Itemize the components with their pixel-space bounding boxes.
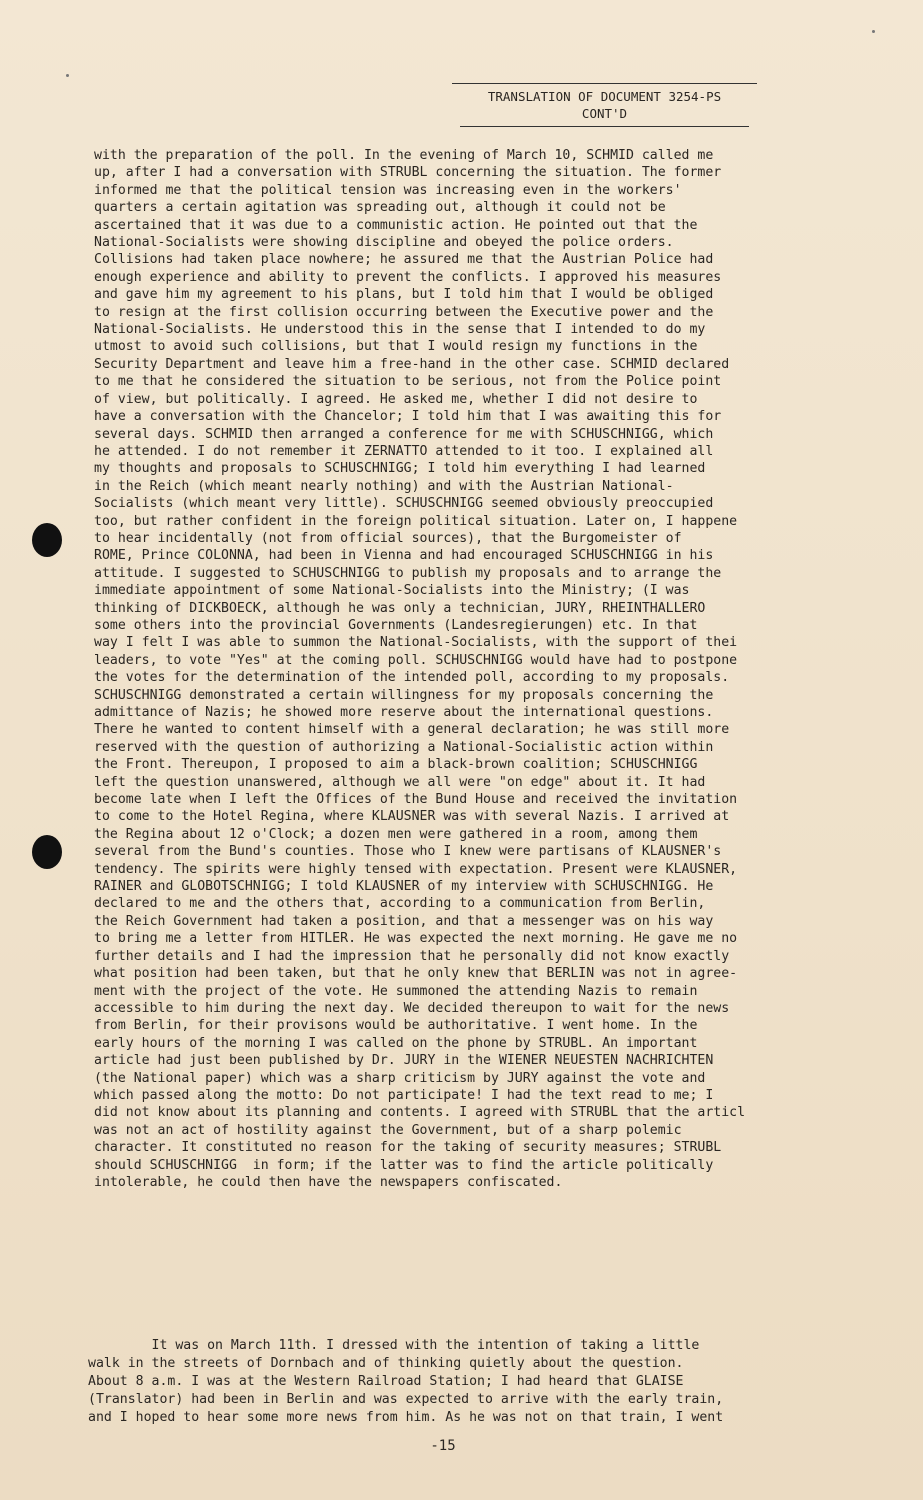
paragraph-1 (94, 147, 884, 1191)
text-line: ascertained that it was due to a communistic action. He pointed out that the (94, 217, 698, 233)
text-line: There he wanted to content himself with a general declaration; he was still more (94, 722, 730, 738)
text-line: tendency. The spirits were highly tensed with expectation. Present were KLAUSNER, (94, 861, 738, 877)
paper-speck (66, 74, 69, 77)
text-line: walk in the streets of Dornbach and of thinking quietly about the question. (88, 1356, 684, 1371)
text-line: to hear incidentally (not from official sources), that the Burgomeister of (94, 530, 682, 546)
text-line: immediate appointment of some National-Socialists into the Ministry; (I was (94, 583, 690, 599)
text-line: from Berlin, for their provisons would be authoritative. I went home. In the (94, 1018, 698, 1034)
text-line: quarters a certain agitation was spreading out, although it could not be (94, 200, 666, 216)
text-line: to me that he considered the situation to be serious, not from the Police point (94, 374, 722, 390)
header-subtitle: CONT'D (581, 106, 628, 121)
text-line: About 8 a.m. I was at the Western Railroad Station; I had heard that GLAISE (88, 1374, 684, 1389)
text-line: RAINER and GLOBOTSCHNIGG; I told KLAUSNER of my interview with SCHUSCHNIGG. He (94, 879, 714, 895)
paragraph-2 (88, 1337, 858, 1427)
text-line: accessible to him during the next day. We decided thereupon to wait for the news (94, 1000, 730, 1016)
text-line: which passed along the motto: Do not participate! I had the text read to me; I (94, 1087, 714, 1103)
text-line: and I hoped to hear some more news from him. As he was not on that train, I went (88, 1410, 724, 1425)
header-rule (452, 83, 757, 84)
text-line: character. It constituted no reason for the taking of security measures; STRUBL (94, 1140, 722, 1156)
header-rule (460, 126, 749, 127)
text-line: did not know about its planning and contents. I agreed with STRUBL that the articl (94, 1105, 746, 1121)
text-line: to come to the Hotel Regina, where KLAUSNER was with several Nazis. I arrived at (94, 809, 730, 825)
punch-hole (32, 835, 62, 869)
text-line: what position had been taken, but that he only knew that BERLIN was not in agree- (94, 966, 738, 982)
text-line: informed me that the political tension was increasing even in the workers' (94, 182, 682, 198)
text-line: (Translator) had been in Berlin and was expected to arrive with the early train, (88, 1392, 724, 1407)
text-line: to bring me a letter from HITLER. He was expected the next morning. He gave me no (94, 931, 738, 947)
text-line: Security Department and leave him a free-hand in the other case. SCHMID declared (94, 356, 730, 372)
text-line: the Regina about 12 o'Clock; a dozen men were gathered in a room, among them (94, 826, 698, 842)
text-line: way I felt I was able to summon the National-Socialists, with the support of thei (94, 635, 738, 651)
text-line: the Front. Thereupon, I proposed to aim a black-brown coalition; SCHUSCHNIGG (94, 757, 698, 773)
text-line: to resign at the first collision occurring between the Executive power and the (94, 304, 714, 320)
text-line: the votes for the determination of the intended poll, according to my proposals. (94, 670, 730, 686)
text-line: (the National paper) which was a sharp criticism by JURY against the vote and (94, 1070, 706, 1086)
text-line: admittance of Nazis; he showed more reserve about the international questions. (94, 705, 714, 720)
text-line: ROME, Prince COLONNA, had been in Vienna and had encouraged SCHUSCHNIGG in his (94, 548, 714, 564)
text-line: It was on March 11th. I dressed with the intention of taking a little (88, 1338, 700, 1353)
text-line: leaders, to vote "Yes" at the coming poll. SCHUSCHNIGG would have had to postpone (94, 652, 738, 668)
text-line: declared to me and the others that, according to a communication from Berlin, (94, 896, 706, 912)
paper-speck (872, 30, 875, 33)
header-title: TRANSLATION OF DOCUMENT 3254-PS (487, 89, 722, 104)
text-line: have a conversation with the Chancelor; I told him that I was awaiting this for (94, 409, 722, 425)
text-line: early hours of the morning I was called on the phone by STRUBL. An important (94, 1035, 698, 1051)
text-line: SCHUSCHNIGG demonstrated a certain willingness for my proposals concerning the (94, 687, 714, 703)
text-line: enough experience and ability to prevent the conflicts. I approved his measures (94, 269, 722, 285)
text-line: the Reich Government had taken a position, and that a messenger was on his way (94, 913, 714, 929)
text-line: of view, but politically. I agreed. He asked me, whether I did not desire to (94, 391, 698, 407)
punch-hole (32, 523, 62, 557)
text-line: ment with the project of the vote. He summoned the attending Nazis to remain (94, 983, 698, 999)
page-number: -15 (430, 1438, 456, 1454)
text-line: become late when I left the Offices of the Bund House and received the invitation (94, 792, 738, 808)
text-line: utmost to avoid such collisions, but that I would resign my functions in the (94, 339, 698, 355)
text-line: article had just been published by Dr. JURY in the WIENER NEUESTEN NACHRICHTEN (94, 1053, 714, 1069)
text-line: several from the Bund's counties. Those who I knew were partisans of KLAUSNER's (94, 844, 722, 860)
text-line: intolerable, he could then have the newspapers confiscated. (94, 1174, 563, 1190)
text-line: left the question unanswered, although we all were "on edge" about it. It had (94, 774, 706, 790)
text-line: further details and I had the impression that he personally did not know exactly (94, 948, 730, 964)
text-line: Socialists (which meant very little). SCHUSCHNIGG seemed obviously preoccupied (94, 496, 714, 512)
text-line: should SCHUSCHNIGG in form; if the latter was to find the article politically (94, 1157, 714, 1173)
text-line: some others into the provincial Governments (Landesregierungen) etc. In that (94, 617, 698, 633)
text-line: attitude. I suggested to SCHUSCHNIGG to publish my proposals and to arrange the (94, 565, 722, 581)
text-line: thinking of DICKBOECK, although he was only a technician, JURY, RHEINTHALLERO (94, 600, 706, 616)
text-line: was not an act of hostility against the Government, but of a sharp polemic (94, 1122, 682, 1138)
text-line: and gave him my agreement to his plans, but I told him that I would be obliged (94, 287, 714, 303)
text-line: he attended. I do not remember it ZERNATTO attended to it too. I explained all (94, 443, 714, 459)
text-line: too, but rather confident in the foreign political situation. Later on, I happene (94, 513, 738, 529)
text-line: with the preparation of the poll. In the evening of March 10, SCHMID called me (94, 148, 714, 163)
text-line: my thoughts and proposals to SCHUSCHNIGG; I told him everything I had learned (94, 461, 706, 477)
text-line: National-Socialists. He understood this in the sense that I intended to do my (94, 322, 706, 338)
text-line: National-Socialists were showing discipline and obeyed the police orders. (94, 235, 674, 251)
text-line: several days. SCHMID then arranged a conference for me with SCHUSCHNIGG, which (94, 426, 714, 442)
document-header (452, 83, 757, 127)
text-line: in the Reich (which meant nearly nothing) and with the Austrian National- (94, 478, 674, 494)
text-line: reserved with the question of authorizing a National-Socialistic action within (94, 739, 714, 755)
text-line: up, after I had a conversation with STRUBL concerning the situation. The former (94, 165, 722, 181)
text-line: Collisions had taken place nowhere; he assured me that the Austrian Police had (94, 252, 714, 268)
